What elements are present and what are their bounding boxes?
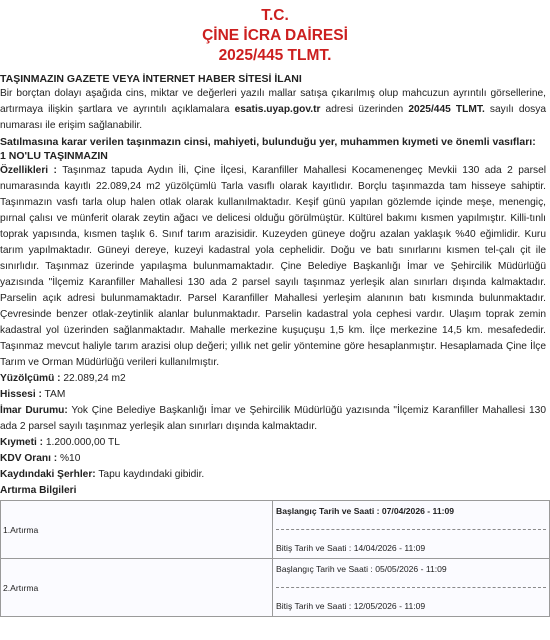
section-title: Satılmasına karar verilen taşınmazın cinsi, mahiyeti, bulunduğu yer, muhammen kıymeti ve önemli vasıfları: [0, 136, 536, 148]
features-paragraph [0, 163, 550, 371]
auction-dates-1 [273, 501, 550, 559]
auction-start-2: Başlangıç Tarih ve Saati : 05/05/2026 - 11:09 [276, 564, 447, 574]
zoning-row [0, 403, 550, 435]
auction-row-1 [1, 501, 550, 559]
conditions-value: Tapu kaydındaki gibidir. [95, 469, 205, 480]
intro-paragraph [0, 86, 550, 134]
vat-label: KDV Oranı : [0, 453, 58, 464]
intro-text-mid: adresi üzerinden [320, 104, 409, 115]
vat-value: %10 [57, 453, 81, 464]
features-text: Taşınmaz tapuda Aydın İli, Çine İlçesi, Karanfiller Mahallesi Kocamenengeç Mevkii 130 ada 2 parsel numarasında kayıtlı 22.089,24 m2 yüzölçümlü Tarla vasıflı olarak kayıtlıdır. Borçlu taşınmazda tam hisseye sahiptir. Taşınmazın vasfı tarla olup halen otlak olarak kullanılmaktadır. Keşif günü yapılan gözlemde içinde meşe, menengiç, pırnal çalısı ve münferit olarak zeytin ağacı ve delicesi olduğu görülmüştür. Kültürel bakımı kısmen yapılmıştır. Killi-tınlı toprak yapısında, kısmen taşlık 6. Sınıf tarım arazisidir. Kuzeyden güneye doğru azalan yaklaşık %40 eğimlidir. Kuru tarım yapılmaktadır. Güneyi dereye, kuzeyi kadastral yola cephelidir. Doğu ve batı sınırlarını kısmen tel-çalı çit ile sınırlıdır. Taşınmaz üzerinde yapılaşma bulunmamaktadır. Çine Belediye Başkanlığı İmar ve Şehircilik Müdürlüğü yazısında "İlçemiz Karanfiller Mahallesi 130 ada 2 parsel sayılı taşınmaz yerleşik alan sınırları dışında kalmaktadır. Parselin açık adresi bulunmamaktadır. Parsel Karanfiller Mahallesi yerleşim alanının batı kısmında bulunmaktadır. Çevresinde benzer otlak-zeytinlik alanlar bulunmaktadır. Parselin kadastral yola cephesi vardır. Ulaşım toprak zemin kadastral yol üzerinden sağlanmaktadır. Mahalle merkezine kuşuçuşu 1,5 km. İlçe merkezine 14,5 km. mesafededir. Taşınmaz mevcut haliyle tarım arazisi olup değeri; yıllık net gelir yöntemine göre hesaplanmıştır. Hesaplamada Çine İlçe Tarım ve Orman Müdürlüğü verileri kullanılmıştır. [0, 165, 546, 368]
conditions-label: Kaydındaki Şerhler: [0, 469, 96, 480]
area-row [0, 371, 550, 387]
auction-end-1: Bitiş Tarih ve Saati : 14/04/2026 - 11:09 [276, 543, 426, 553]
zoning-value: Yok Çine Belediye Başkanlığı İmar ve Şehircilik Müdürlüğü yazısında "İlçemiz Karanfiller Mahallesi 130 ada 2 parsel sayılı taşınmaz yerleşik alan sınırları dışında kalmaktadır. [0, 405, 546, 432]
share-value: TAM [41, 389, 66, 400]
auction-info-title: Artırma Bilgileri [0, 485, 77, 496]
auction-label-2: 2.Artırma [1, 559, 273, 617]
auction-divider-2 [276, 587, 546, 588]
header-file-number: 2025/445 TLMT. [218, 47, 332, 64]
auction-divider-1 [276, 529, 546, 530]
conditions-row [0, 467, 550, 483]
auction-start-1: Başlangıç Tarih ve Saati : 07/04/2026 - 11:09 [276, 506, 455, 516]
property-title: 1 NO'LU TAŞINMAZIN [0, 150, 108, 162]
auction-end-2: Bitiş Tarih ve Saati : 12/05/2026 - 11:09 [276, 601, 426, 611]
header-office: ÇİNE İCRA DAİRESİ [202, 27, 348, 44]
value-row [0, 435, 550, 451]
esatis-link[interactable]: esatis.uyap.gov.tr [234, 104, 321, 115]
intro-file-number: 2025/445 TLMT. [408, 104, 485, 115]
share-row [0, 387, 550, 403]
auction-label-1: 1.Artırma [1, 501, 273, 559]
auction-dates-2 [273, 559, 550, 617]
features-label: Özellikleri : [0, 165, 57, 176]
header-tc: T.C. [261, 7, 289, 24]
vat-row [0, 451, 550, 467]
intro-text-end: sayılı dosya numarası ile erişim sağlanabilir. [0, 104, 547, 131]
zoning-label: İmar Durumu: [0, 405, 68, 416]
auction-table [0, 500, 550, 617]
value-label: Kıymeti : [0, 437, 44, 448]
area-label: Yüzölçümü : [0, 373, 61, 384]
intro-text-start: Bir borçtan dolayı aşağıda cins, miktar ve değerleri yazılı mallar satışa çıkarılmış olup mahcuzun ayrıntılı görsellerine, artırmaya ilişkin şartlara ve ayrıntılı açıklamalara [0, 88, 546, 115]
value-value: 1.200.000,00 TL [43, 437, 120, 448]
share-label: Hissesi : [0, 389, 42, 400]
area-value: 22.089,24 m2 [60, 373, 126, 384]
notice-title: TAŞINMAZIN GAZETE VEYA İNTERNET HABER SİTESİ İLANI [0, 73, 302, 85]
document-header [0, 0, 550, 66]
auction-row-2 [1, 559, 550, 617]
